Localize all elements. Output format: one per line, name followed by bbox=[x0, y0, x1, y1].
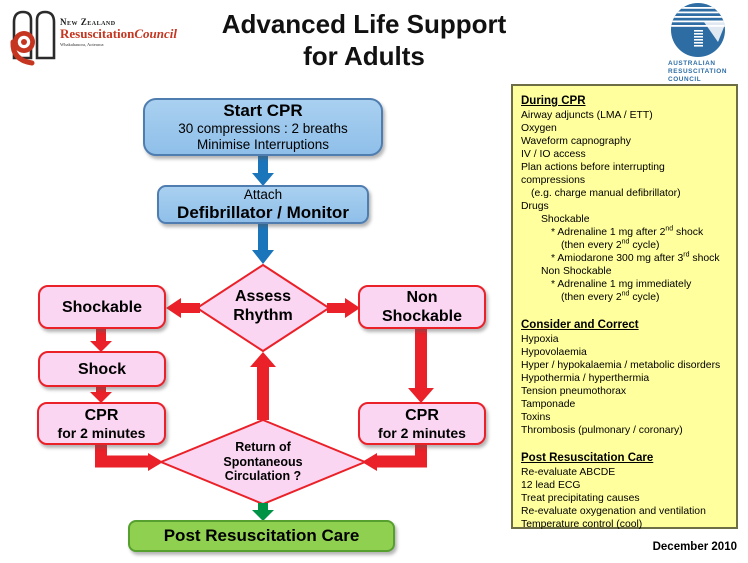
nz-logo-maori-name: Whakahauora, Aotearoa bbox=[60, 42, 104, 47]
sidebar-line: * Adrenaline 1 mg after 2nd shock bbox=[551, 225, 704, 238]
post-resuscitation-care-box bbox=[128, 520, 395, 552]
cpr-left-line2: for 2 minutes bbox=[57, 424, 146, 441]
sidebar-line: Tension pneumothorax bbox=[521, 386, 627, 397]
shockable-label: Shockable bbox=[61, 298, 143, 316]
footer-date: December 2010 bbox=[652, 541, 737, 553]
post-resuscitation-care-label: Post Resuscitation Care bbox=[163, 526, 360, 545]
arrow-rosc-to-postresus bbox=[252, 503, 274, 521]
attach-line1: Attach bbox=[243, 186, 283, 202]
cpr-right-box bbox=[358, 402, 486, 445]
start-cpr-line2: Minimise Interruptions bbox=[196, 137, 330, 152]
sidebar-line: * Adrenaline 1 mg immediately bbox=[551, 279, 692, 290]
sidebar-section-title: During CPR bbox=[521, 95, 586, 107]
sidebar-line: 12 lead ECG bbox=[521, 480, 581, 491]
arrow-assess-to-shockable bbox=[166, 298, 200, 318]
arc-logo-line2: RESUSCITATION bbox=[668, 68, 728, 75]
sidebar-line: Hypovolaemia bbox=[521, 347, 587, 358]
start-cpr-box bbox=[143, 98, 383, 156]
sidebar-line: Waveform capnography bbox=[521, 136, 631, 147]
assess-rhythm-label: Assess Rhythm bbox=[233, 288, 293, 324]
attach-line2: Defibrillator / Monitor bbox=[177, 202, 349, 222]
nz-logo-name: ResuscitationCouncil bbox=[60, 26, 178, 41]
sidebar-line: Re-evaluate oxygenation and ventilation bbox=[521, 506, 706, 517]
shockable-box bbox=[38, 285, 166, 329]
sidebar-line: (then every 2nd cycle) bbox=[561, 290, 660, 303]
sidebar-line: Shockable bbox=[541, 214, 590, 225]
sidebar-line: Hyper / hypokalaemia / metabolic disorders bbox=[521, 360, 721, 371]
arc-logo-line3: COUNCIL bbox=[668, 76, 702, 83]
sidebar-line: Oxygen bbox=[521, 123, 557, 134]
sidebar-line: Thrombosis (pulmonary / coronary) bbox=[521, 425, 683, 436]
sidebar-line: Airway adjuncts (LMA / ETT) bbox=[521, 110, 653, 121]
arrow-nonshockable-to-cprright bbox=[408, 328, 434, 403]
sidebar-line: Toxins bbox=[521, 412, 551, 423]
arrow-startcpr-to-attach bbox=[252, 155, 274, 186]
cpr-left-box bbox=[37, 402, 166, 445]
cpr-left-line1: CPR bbox=[84, 406, 119, 424]
non-shockable-line1: Non bbox=[406, 289, 438, 306]
sidebar-line: Plan actions before interrupting compressions bbox=[521, 162, 665, 186]
sidebar-line: Hypoxia bbox=[521, 334, 559, 345]
sidebar-line: Non Shockable bbox=[541, 266, 612, 277]
sidebar-line: (then every 2nd cycle) bbox=[561, 238, 660, 251]
page-title-line2: for Adults bbox=[303, 41, 425, 71]
sidebar-line: * Amiodarone 300 mg after 3rd shock bbox=[551, 251, 720, 264]
arrow-cprleft-to-rosc bbox=[101, 444, 163, 471]
sidebar-section-title: Post Resuscitation Care bbox=[521, 452, 654, 464]
start-cpr-line1: 30 compressions : 2 breaths bbox=[178, 121, 348, 136]
start-cpr-title: Start CPR bbox=[223, 101, 303, 120]
sidebar-line: Drugs bbox=[521, 201, 549, 212]
shock-box bbox=[38, 351, 166, 387]
arrow-shock-to-cprleft bbox=[90, 386, 112, 403]
sidebar-line: Treat precipitating causes bbox=[521, 493, 640, 504]
sidebar-line: IV / IO access bbox=[521, 149, 586, 160]
arc-logo-line1: AUSTRALIAN bbox=[668, 60, 716, 67]
arrow-shockable-to-shock bbox=[90, 328, 112, 352]
rosc-label: Return of Spontaneous Circulation ? bbox=[223, 440, 303, 483]
cpr-right-line1: CPR bbox=[405, 406, 439, 424]
shock-label: Shock bbox=[77, 360, 126, 378]
cpr-right-line2: for 2 minutes bbox=[378, 424, 466, 441]
attach-defibrillator-box bbox=[157, 185, 369, 224]
arrow-rosc-to-assess bbox=[250, 352, 276, 420]
sidebar-line: Hypothermia / hyperthermia bbox=[521, 373, 650, 384]
non-shockable-box bbox=[358, 285, 486, 329]
arrow-assess-to-nonshockable bbox=[327, 298, 360, 318]
arrow-attach-to-assess bbox=[252, 224, 274, 264]
sidebar-line: Temperature control (cool) bbox=[521, 519, 643, 530]
nz-logo-country: New Zealand bbox=[60, 17, 116, 27]
page-title-line1: Advanced Life Support bbox=[221, 9, 507, 39]
non-shockable-line2: Shockable bbox=[381, 308, 463, 325]
sidebar-line: (e.g. charge manual defibrillator) bbox=[531, 188, 681, 199]
sidebar-line: Tamponade bbox=[521, 399, 576, 410]
arrow-cprright-to-rosc bbox=[362, 444, 421, 471]
sidebar-line: Re-evaluate ABCDE bbox=[521, 467, 616, 478]
sidebar-section-title: Consider and Correct bbox=[521, 319, 639, 331]
